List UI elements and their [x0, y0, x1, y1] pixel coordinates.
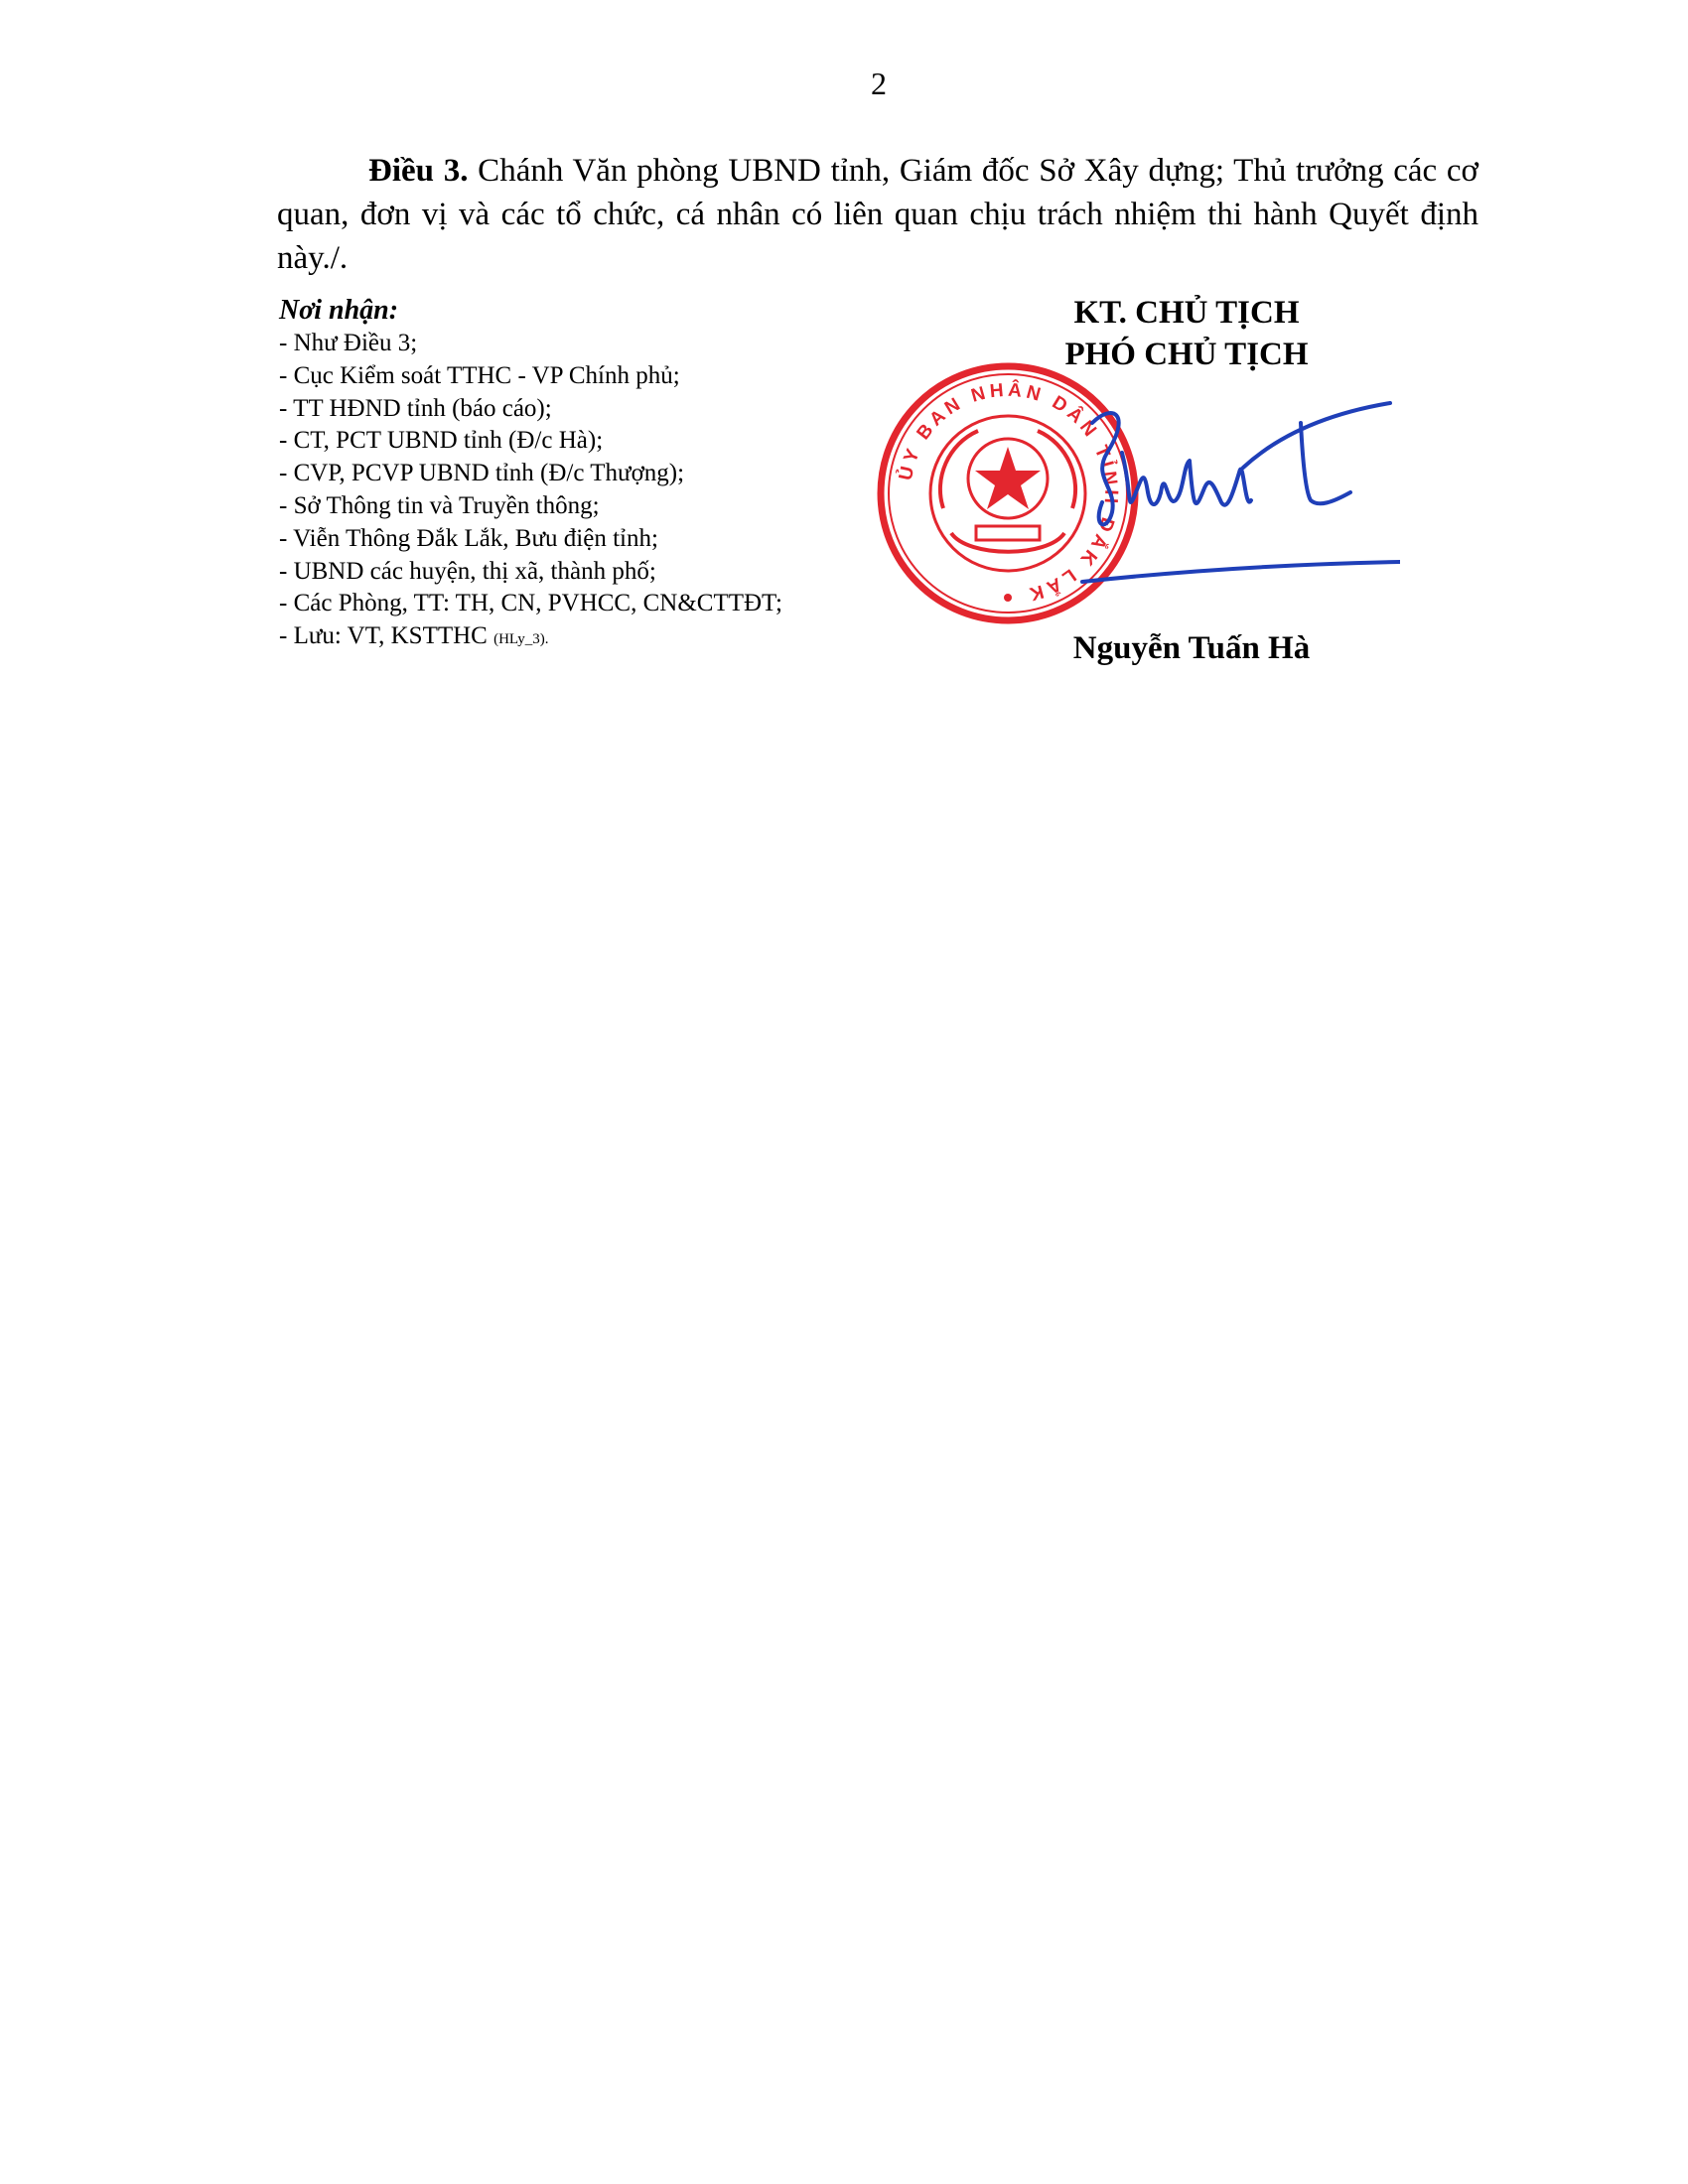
recipient-item: - TT HĐND tỉnh (báo cáo);	[279, 394, 552, 422]
signer-name: Nguyễn Tuấn Hà	[1072, 630, 1311, 666]
article-text: Chánh Văn phòng UBND tỉnh, Giám đốc Sở Xây dựng; Thủ trưởng các cơ quan, đơn vị và các tổ chức, cá nhân có liên quan chịu trách nhiệm thi hành Quyết định này./.	[277, 153, 1478, 276]
signature-title-line2: PHÓ CHỦ TỊCH	[1064, 337, 1309, 372]
recipient-item-archive	[279, 620, 895, 656]
recipients-title: Nơi nhận:	[279, 295, 399, 326]
recipients-list	[279, 328, 895, 656]
handwritten-signature-icon	[1072, 393, 1400, 592]
recipient-item: - Viễn Thông Đắk Lắk, Bưu điện tỉnh;	[279, 524, 658, 552]
recipient-item: - Sở Thông tin và Truyền thông;	[279, 491, 600, 519]
archive-main: - Lưu: VT, KSTTHC	[279, 622, 494, 650]
recipient-item: - Như Điều 3;	[279, 330, 418, 356]
article-3	[277, 149, 1478, 280]
recipient-item: - UBND các huyện, thị xã, thành phố;	[279, 557, 656, 585]
recipient-item: - Cục Kiểm soát TTHC - VP Chính phủ;	[279, 361, 680, 389]
recipient-item: - Các Phòng, TT: TH, CN, PVHCC, CN&CTTĐT;	[279, 590, 782, 617]
archive-code: (HLy_3).	[493, 631, 549, 648]
recipients-section	[279, 294, 895, 656]
page-number: 2	[871, 66, 887, 101]
recipient-item: - CVP, PCVP UBND tỉnh (Đ/c Thượng);	[279, 460, 685, 487]
article-label: Điều 3.	[368, 153, 469, 189]
recipient-item: - CT, PCT UBND tỉnh (Đ/c Hà);	[279, 427, 604, 455]
signature-title-line1: KT. CHỦ TỊCH	[1073, 295, 1300, 331]
seal-text: ỦY BAN NHÂN DÂN TỈNH ĐẮK LẮK	[895, 379, 1122, 606]
